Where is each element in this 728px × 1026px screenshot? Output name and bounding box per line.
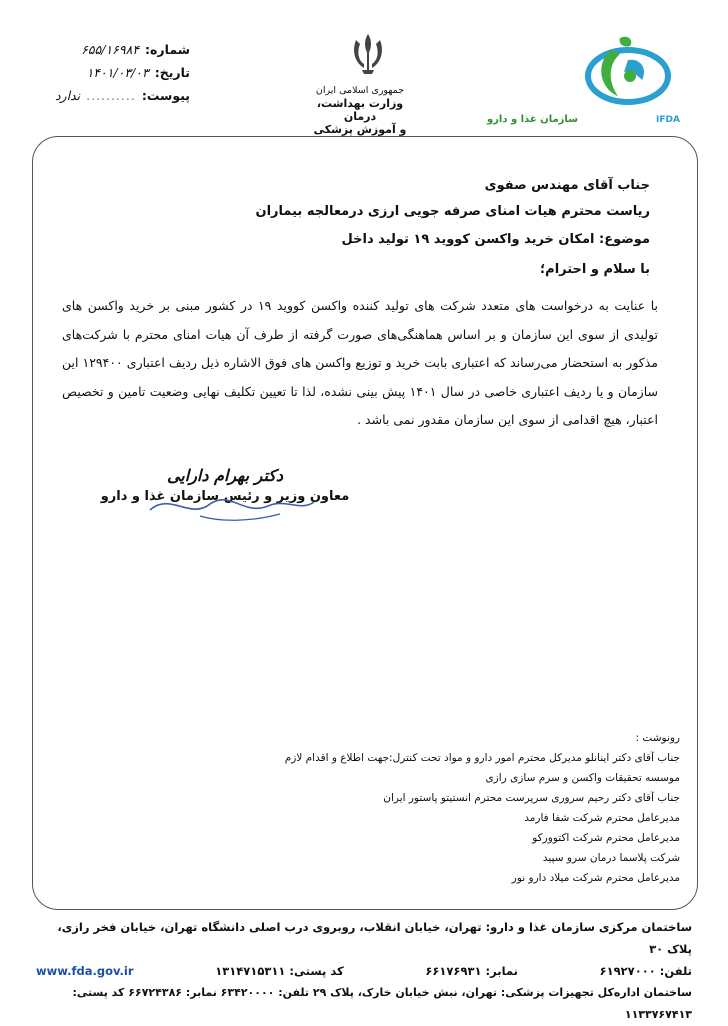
greeting: با سلام و احترام؛ <box>539 262 650 277</box>
attachment-label: پیوست: <box>141 88 190 103</box>
footer-contact-row <box>36 960 692 982</box>
letter-meta <box>54 38 190 107</box>
handwritten-signature-icon <box>140 486 320 526</box>
ministry-line-2: و آموزش پزشکی <box>313 123 407 136</box>
attachment-row <box>54 84 190 107</box>
footer-address-2: ساختمان اداره‌کل تجهیزات پزشکی: تهران، نبش خیابان خارک، پلاک ۲۹ تلفن: ۶۳۴۲۰۰۰۰ نمابر: ۶۶۷۲۴۳۸۶ کد پستی: ۱۱۳۳۷۶۷۴۱۳ <box>72 986 692 1021</box>
logo-text: سازمان غذا و دارو <box>486 114 578 125</box>
cc-list <box>80 728 680 888</box>
number-label: شماره: <box>145 42 190 57</box>
cc-item: جناب آقای دکتر اینانلو مدیرکل محترم امور دارو و مواد تحت کنترل:جهت اطلاع و اقدام لازم <box>284 752 680 764</box>
subject-line: موضوع: امکان خرید واکسن کووید ۱۹ تولید داخل <box>341 232 650 247</box>
cc-item: شرکت پلاسما درمان سرو سپید <box>542 852 680 864</box>
republic-text: جمهوری اسلامی ایران <box>315 85 405 96</box>
ifda-logo <box>486 30 688 130</box>
attachment-dots: .......... <box>86 88 136 103</box>
iran-emblem-icon <box>318 30 418 80</box>
cc-heading: رونوشت : <box>635 732 680 744</box>
date-row <box>60 61 190 84</box>
signer-title: معاون وزیر و رئیس سازمان غذا و دارو <box>100 489 350 504</box>
number-value: ۶۵۵/۱۶۹۸۴ <box>81 42 140 57</box>
ministry-line-1: وزارت بهداشت، درمان <box>316 97 404 123</box>
logo-abbr: IFDA <box>656 115 680 125</box>
cc-item: مدیرعامل محترم شرکت میلاد دارو نور <box>511 872 680 884</box>
cc-item: مدیرعامل محترم شرکت شفا فارمد <box>524 812 680 824</box>
cc-item: موسسه تحقیقات واکسن و سرم سازی رازی <box>485 772 680 784</box>
attachment-value: ندارد <box>54 88 81 103</box>
footer-website-link[interactable]: www.fda.gov.ir <box>36 964 134 978</box>
date-label: تاریخ: <box>154 65 190 80</box>
letter-body: با عنایت به درخواست های متعدد شرکت های تولید کننده واکسن کووید ۱۹ در کشور مبنی بر خرید واکسن های تولیدی از سوی این سازمان و بر اساس هماهنگی‌های صورت گرفته از طرف آن هیات امنای محترم با شرکت‌های مذکور به استحضار می‌رساند که اعتباری بابت خرید و توزیع واکسن های فوق الاشاره ذیل ردیف اعتباری ۱۲۹۴۰۰ این سازمان و یا ردیف اعتباری خاصی در سال ۱۴۰۱ پیش بینی نشده، لذا تا تعیین تکلیف نهایی وضعیت تامین و تخصیص اعتبار، هیچ اقدامی از سوی این سازمان مقدور نمی باشد . <box>62 298 658 427</box>
ministry-name <box>300 84 420 136</box>
addressee-line-1: جناب آقای مهندس صفوی <box>484 178 650 193</box>
signer-name: دکتر بهرام دارایی <box>166 466 284 485</box>
addressee-line-2: ریاست محترم هیات امنای صرفه جویی ارزی درمعالجه بیماران <box>255 204 650 219</box>
cc-item: مدیرعامل محترم شرکت اکتوورکو <box>532 832 680 844</box>
footer-address-1: ساختمان مرکزی سازمان غذا و دارو: تهران، خیابان انقلاب، روبروی درب اصلی دانشگاه تهران، خیابان فخر رازی، پلاک ۳۰ <box>57 920 692 956</box>
footer-postal: کد پستی: ۱۳۱۴۷۱۵۳۱۱ <box>215 964 344 978</box>
date-value: ۱۴۰۱/۰۳/۰۳ <box>86 65 149 80</box>
number-row <box>60 38 190 61</box>
signature-block <box>100 466 350 504</box>
footer-phone: تلفن: ۶۱۹۲۷۰۰۰ <box>599 964 692 978</box>
cc-item: جناب آقای دکتر رحیم سروری سرپرست محترم انستیتو پاستور ایران <box>383 792 680 804</box>
footer-fax: نمابر: ۶۶۱۷۶۹۳۱ <box>425 964 518 978</box>
footer <box>36 916 692 1026</box>
